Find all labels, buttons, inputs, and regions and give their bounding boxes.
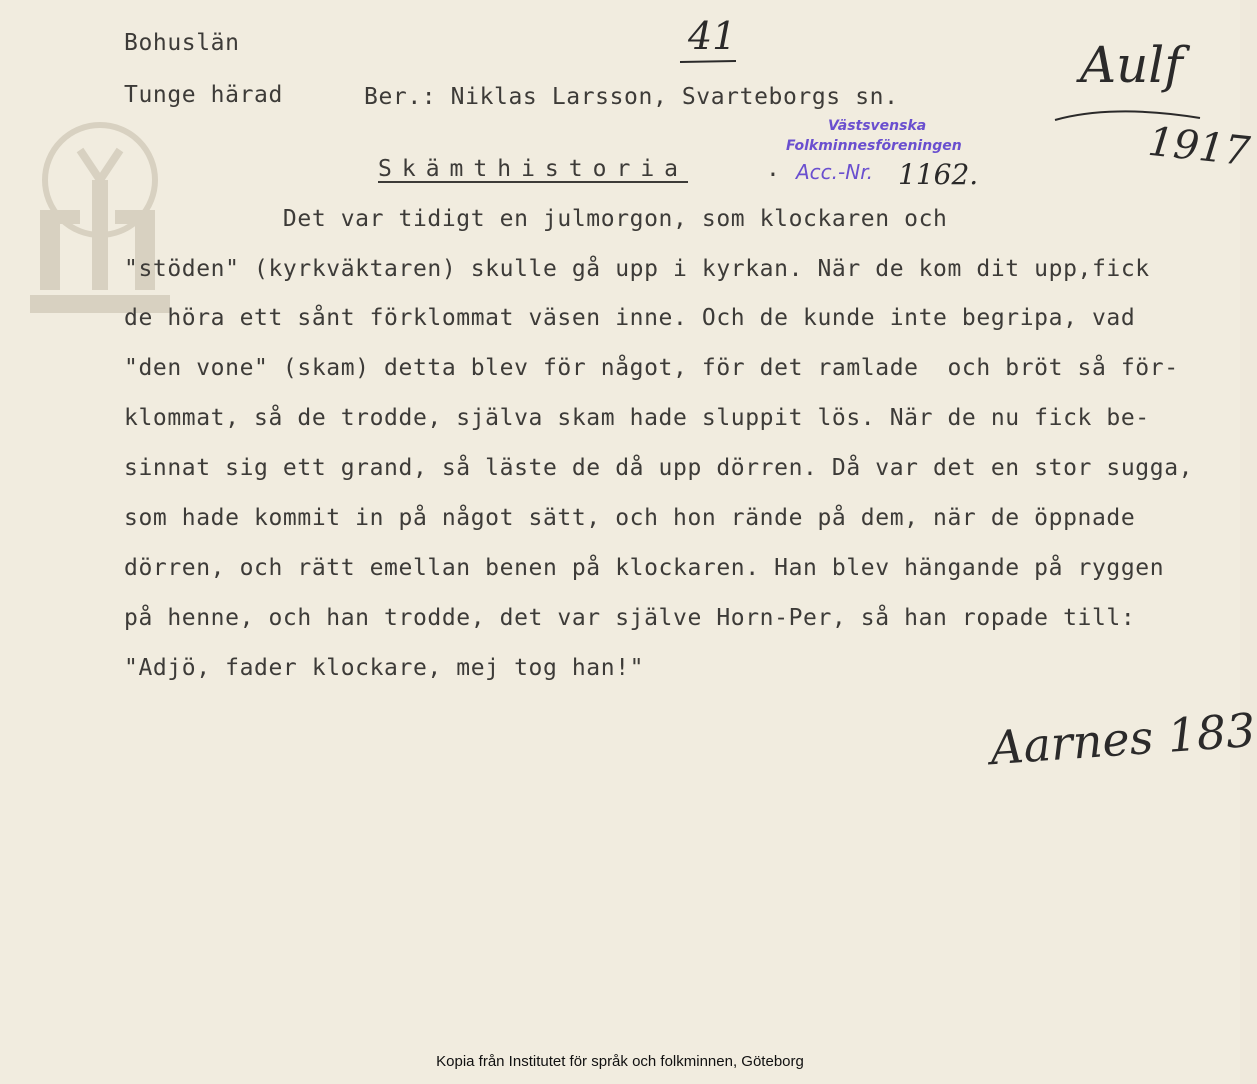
copy-notice: Kopia från Institutet för språk och folkminnen, Göteborg	[436, 1053, 804, 1070]
stamp-acc-number: 1162.	[898, 158, 979, 191]
body-line: "den vone" (skam) detta blev för något, för det ramlade och bröt så för-	[124, 355, 1179, 381]
stamp-line-1: Västsvenska	[828, 118, 927, 134]
province: Bohuslän	[124, 30, 240, 56]
stamp-line-2: Folkminnesföreningen	[786, 138, 962, 154]
stamp-acc-label: Acc.-Nr.	[796, 160, 873, 184]
body-line: de höra ett sånt förklommat väsen inne. Och de kunde inte begripa, vad	[124, 305, 1136, 331]
body-line: "stöden" (kyrkväktaren) skulle gå upp i kyrkan. När de kom dit upp,fick	[124, 256, 1150, 282]
body-line: som hade kommit in på något sätt, och hon rände på dem, när de öppnade	[124, 505, 1136, 531]
body-line: Det var tidigt en julmorgon, som klockaren och	[124, 206, 948, 232]
body-line: dörren, och rätt emellan benen på klockaren. Han blev hängande på ryggen	[124, 555, 1165, 581]
page-number: 41	[688, 14, 737, 58]
body-line: på henne, och han trodde, det var själve Horn-Per, så han ropade till:	[124, 605, 1136, 631]
body-line: sinnat sig ett grand, så läste de då upp dörren. Då var det en stor sugga,	[124, 455, 1194, 481]
body-line: "Adjö, fader klockare, mej tog han!"	[124, 655, 645, 681]
district: Tunge härad	[124, 82, 283, 108]
body-line: klommat, så de trodde, själva skam hade sluppit lös. När de nu fick be-	[124, 405, 1150, 431]
handwritten-year: 1917	[1145, 118, 1252, 176]
title-period: .	[766, 156, 781, 182]
handwritten-initials: Aulf	[1080, 36, 1183, 94]
story-title: Skämthistoria	[378, 156, 689, 182]
page-number-underline	[678, 58, 738, 66]
informant: Ber.: Niklas Larsson, Svarteborgs sn.	[364, 84, 899, 110]
handwritten-classification: Aarnes 183	[988, 702, 1257, 776]
